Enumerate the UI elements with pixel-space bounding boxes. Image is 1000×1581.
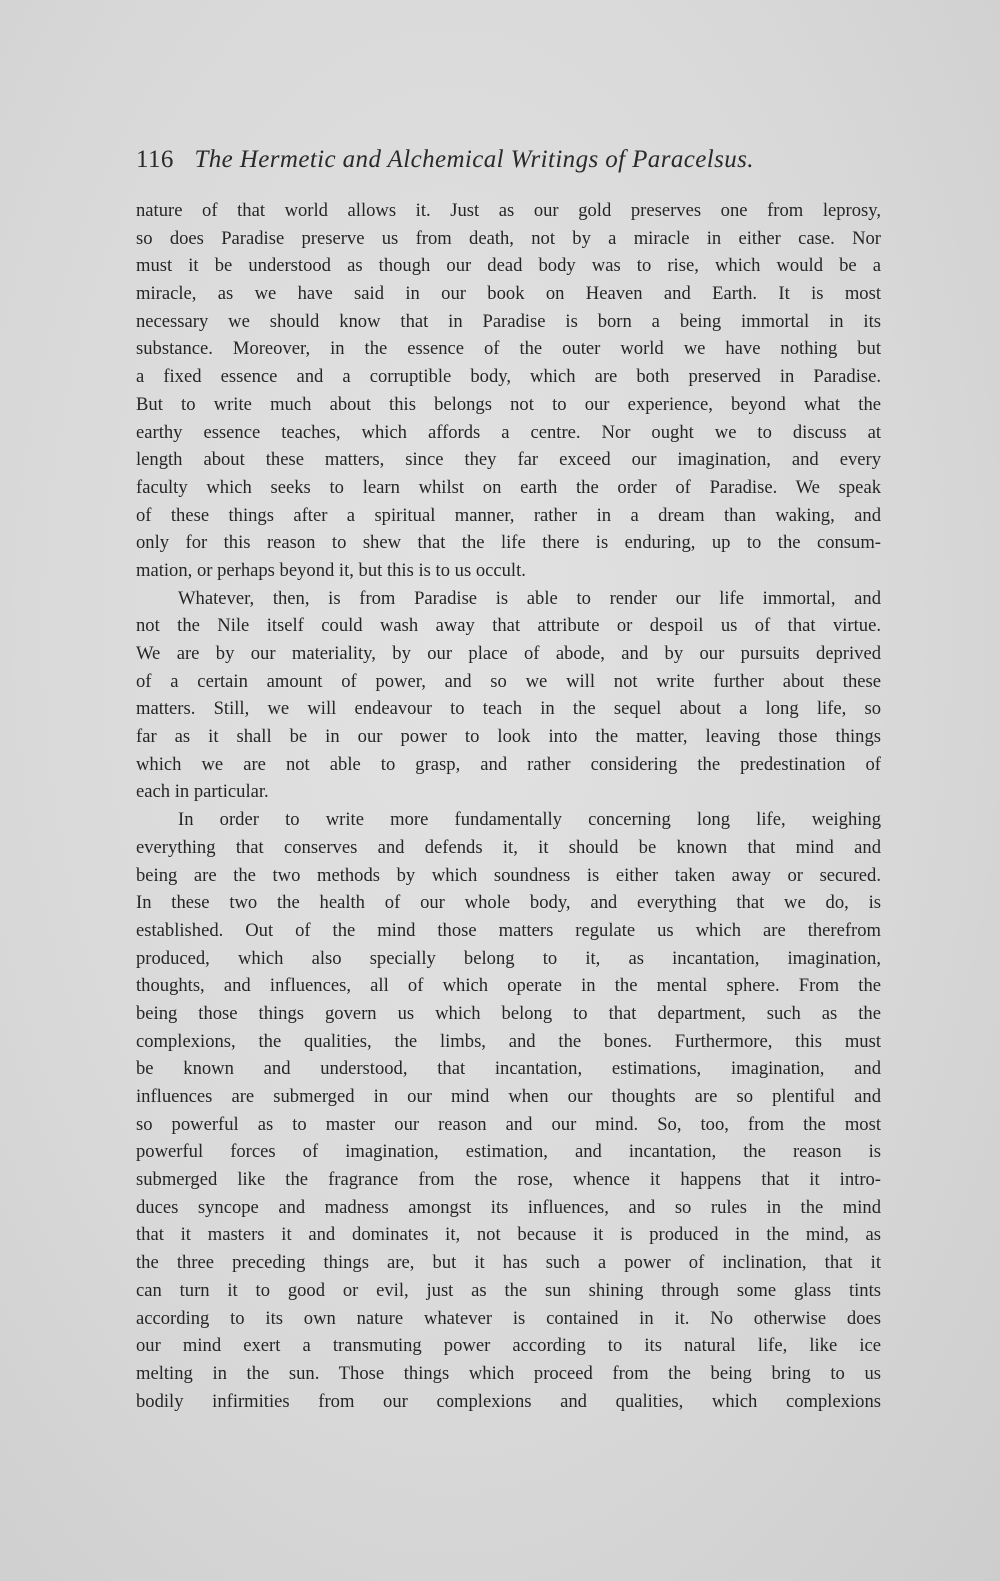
text-line: faculty which seeks to learn whilst on earth the order of Paradise. We speak xyxy=(136,476,881,498)
text-line: that it masters it and dominates it, not because it is produced in the mind, as xyxy=(136,1224,881,1246)
text-line: established. Out of the mind those matters regulate us which are therefrom xyxy=(136,919,881,941)
text-line: being are the two methods by which soundness is either taken away or secured. xyxy=(136,864,881,886)
text-line: duces syncope and madness amongst its influences, and so rules in the mind xyxy=(136,1196,881,1218)
text-line: submerged like the fragrance from the rose, whence it happens that it intro- xyxy=(136,1169,881,1191)
text-line: influences are submerged in our mind when our thoughts are so plentiful and xyxy=(136,1086,881,1107)
text-line: powerful forces of imagination, estimation, and incantation, the reason is xyxy=(136,1141,881,1163)
text-line: so powerful as to master our reason and our mind. So, too, from the most xyxy=(136,1113,881,1135)
running-title: The Hermetic and Alchemical Writings of Paracelsus. xyxy=(194,146,754,173)
text-line: necessary we should know that in Paradise is born a being immortal in its xyxy=(136,310,881,332)
text-line: earthy essence teaches, which affords a centre. Nor ought we to discuss at xyxy=(136,421,881,443)
text-line: But to write much about this belongs not to our experience, beyond what the xyxy=(136,393,881,415)
text-line: substance. Moreover, in the essence of the outer world we have nothing but xyxy=(136,338,881,360)
text-line: miracle, as we have said in our book on Heaven and Earth. It is most xyxy=(136,283,881,305)
text-line: length about these matters, since they far exceed our imagination, and every xyxy=(136,449,881,471)
text-line: Whatever, then, is from Paradise is able to render our life immortal, and xyxy=(178,587,881,609)
text-line: our mind exert a transmuting power according to its natural life, like ice xyxy=(136,1335,881,1357)
text-line: must it be understood as though our dead body was to rise, which would be a xyxy=(136,255,881,277)
running-head xyxy=(136,146,856,174)
text-line: bodily infirmities from our complexions and qualities, which complexions xyxy=(136,1390,881,1412)
text-line: We are by our materiality, by our place of abode, and by our pursuits deprived xyxy=(136,643,881,664)
text-line: matters. Still, we will endeavour to teach in the sequel about a long life, so xyxy=(136,698,881,720)
text-line: In order to write more fundamentally concerning long life, weighing xyxy=(178,809,881,831)
text-line: not the Nile itself could wash away that attribute or despoil us of that virtue. xyxy=(136,615,881,637)
text-line: of a certain amount of power, and so we will not write further about these xyxy=(136,670,881,692)
text-line: be known and understood, that incantation, estimations, imagination, and xyxy=(136,1058,881,1080)
text-line: thoughts, and influences, all of which operate in the mental sphere. From the xyxy=(136,975,881,997)
text-line: each in particular. xyxy=(136,781,269,803)
text-line: being those things govern us which belong to that department, such as the xyxy=(136,1002,881,1024)
text-line: mation, or perhaps beyond it, but this is to us occult. xyxy=(136,559,526,581)
text-line: complexions, the qualities, the limbs, and the bones. Furthermore, this must xyxy=(136,1030,881,1052)
page-number: 116 xyxy=(136,146,174,173)
text-line: a fixed essence and a corruptible body, which are both preserved in Paradise. xyxy=(136,366,881,388)
text-line: In these two the health of our whole body, and everything that we do, is xyxy=(136,892,881,914)
text-line: according to its own nature whatever is contained in it. No otherwise does xyxy=(136,1307,881,1329)
text-line: of these things after a spiritual manner, rather in a dream than waking, and xyxy=(136,504,881,526)
text-line: everything that conserves and defends it, it should be known that mind and xyxy=(136,836,881,858)
text-line: only for this reason to shew that the life there is enduring, up to the consum- xyxy=(136,532,881,554)
text-line: nature of that world allows it. Just as our gold preserves one from leprosy, xyxy=(136,200,881,221)
text-line: produced, which also specially belong to it, as incantation, imagination, xyxy=(136,947,881,969)
text-line: which we are not able to grasp, and rather considering the predestination of xyxy=(136,753,881,775)
text-line: melting in the sun. Those things which proceed from the being bring to us xyxy=(136,1362,881,1384)
text-line: can turn it to good or evil, just as the sun shining through some glass tints xyxy=(136,1279,881,1301)
text-line: far as it shall be in our power to look into the matter, leaving those things xyxy=(136,726,881,748)
body-text xyxy=(136,197,881,1415)
text-line: the three preceding things are, but it has such a power of inclination, that it xyxy=(136,1252,881,1274)
text-line: so does Paradise preserve us from death, not by a miracle in either case. Nor xyxy=(136,227,881,249)
